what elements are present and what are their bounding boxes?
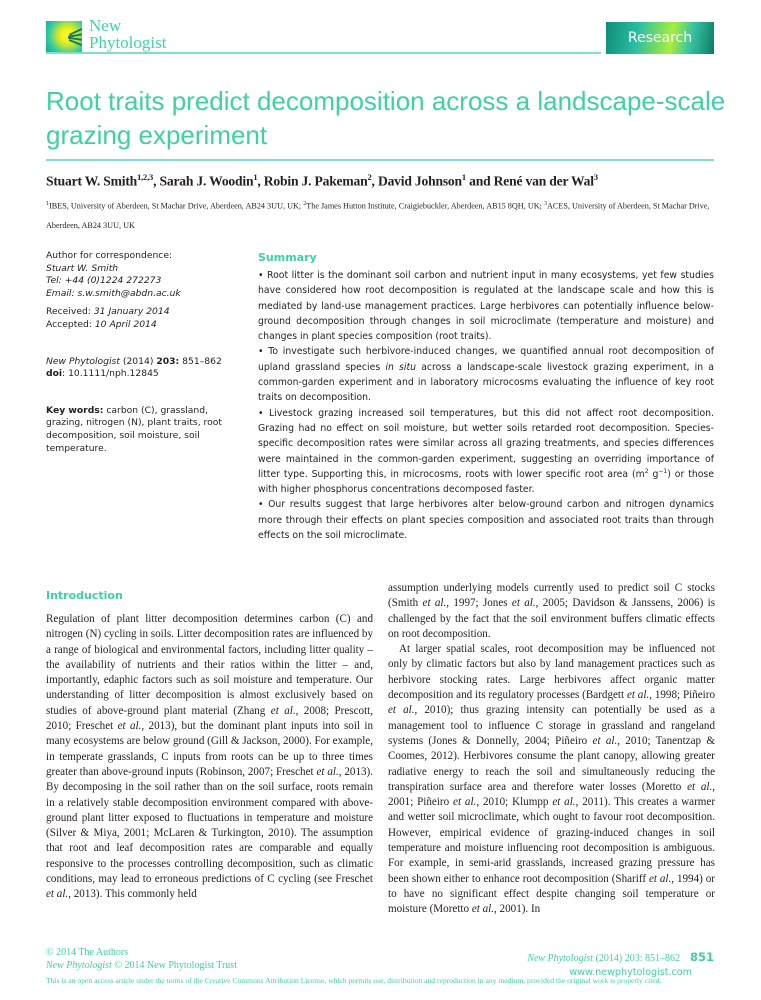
author-affiliation-mark: 1 bbox=[461, 172, 466, 182]
affiliations bbox=[46, 195, 726, 235]
author-name[interactable]: David Johnson bbox=[377, 173, 462, 189]
body-paragraph: At larger spatial scales, root decomposition may be influenced not only by climatic factors but also by land management practices such as herbivore stocking rates. Large herbivores affect organic matter decomposition and its regulatory processes (Bardgett et al., 1998; Piñeiro et al., 2010); thus grazing intensity can potentially be used as a management tool to influence C storage in grassland and rangeland systems (Jones & Donnelly, 2004; Piñeiro et al., 2010; Tanentzap & Coomes, 2012). Herbivores consume the plant canopy, allowing greater radiative energy to reach the soil and simultaneously reducing the transpiration surface area and therefore water losses (Moretto et al., 2001; Piñeiro et al., 2010; Klumpp et al., 2011). This creates a warmer and wetter soil microclimate, which ought to favour root decomposition. However, empirical evidence of grazing-induced changes in soil temperature and moisture influencing root decomposition is ambiguous. For example, in semi-arid grasslands, increased grazing pressure has been shown either to enhance root decomposition (Shariff et al., 1994) or to have no significant effect despite changing soil temperature or moisture (Moretto et al., 2001). In bbox=[388, 643, 716, 916]
author-name[interactable]: Sarah J. Woodin bbox=[159, 173, 254, 189]
accepted-label: Accepted: bbox=[46, 318, 95, 330]
copyright-trust: New Phytologist © 2014 New Phytologist Trust bbox=[46, 960, 237, 971]
body-column-right bbox=[388, 581, 715, 918]
keywords-block bbox=[46, 405, 241, 455]
body-paragraph: assumption underlying models currently used to predict soil C stocks (Smith et al., 1997; Jones et al., 2005; Davidson & Janssens, 2006) is challenged by the fact that the soil environment buffers climatic effects on root decomposition. bbox=[388, 582, 716, 640]
affiliation-number: 2 bbox=[303, 201, 307, 207]
article-title: Root traits predict decomposition across a landscape-scale grazing experiment bbox=[46, 86, 726, 150]
summary-body bbox=[258, 268, 714, 543]
correspondence-tel: Tel: +44 (0)1224 272273 bbox=[46, 275, 162, 287]
license-notice: This is an open access article under the terms of the Creative Commons Attribution License, which permits use, distribution and reproduction in any medium, provided the original work is properly cited. bbox=[46, 976, 662, 985]
journal-logo-line1: New bbox=[89, 16, 122, 35]
title-rule bbox=[46, 159, 714, 161]
journal-logo-line2: Phytologist bbox=[89, 33, 167, 52]
received-date: 31 January 2014 bbox=[93, 306, 170, 318]
author-name[interactable]: Stuart W. Smith bbox=[46, 173, 138, 189]
correspondence-name: Stuart W. Smith bbox=[46, 262, 119, 274]
citation-volume: 203: bbox=[156, 355, 180, 367]
dates-block bbox=[46, 306, 241, 331]
summary-bullet: • Livestock grazing increased soil temperatures, but this did not affect root decomposition. Grazing had no effect on soil moisture, but wetter soils retarded root decomposition. Species-specific decomposition rates were similar across all grazing treatments, and species differences were maintained in the common-garden experiment, suggesting an overriding importance of litter type. Supporting this, in microcosms, roots with lower specific root area ($m^2$ $g^{-1}$) or those with higher phosphorus concentrations decomposed faster. bbox=[258, 407, 714, 496]
author-list bbox=[46, 172, 598, 190]
received-label: Received: bbox=[46, 306, 94, 318]
affiliation-number: 1 bbox=[46, 201, 49, 207]
correspondence-block bbox=[46, 250, 241, 300]
author-separator: , bbox=[257, 173, 264, 189]
header-rule bbox=[46, 52, 601, 54]
summary-bullet: • Our results suggest that large herbivores alter below-ground carbon and nitrogen dynamics more through their effects on plant species composition and associated root traits than through effects on the soil microclimate. bbox=[258, 499, 714, 542]
body-paragraph: Regulation of plant litter decomposition determines carbon (C) and nitrogen (N) cycling in soils. Litter decomposition rates are influenced by a range of biological and environmental factors, including litter quality – the availability of nutrients and their ratios within the litter – and, importantly, edaphic factors such as soil moisture and temperature. Our understanding of litter decomposition is almost exclusively based on studies of above-ground plant material (Zhang et al., 2008; Prescott, 2010; Freschet et al., 2013), but the dominant plant inputs into soil in many ecosystems are below ground (Gill & Jackson, 2000). For example, in temperate grasslands, C inputs from roots can be up to three times greater than above-ground inputs (Robinson, 2007; Freschet et al., 2013). By decomposing in the soil rather than on the soil surface, roots remain in a relatively stable decomposition environment compared with above-ground plant litter exposed to fluctuations in temperature and moisture (Silver & Miya, 2001; McLaren & Turkington, 2010). The assumption that root and leaf decomposition rates are comparable and equally responsive to the processes controlling decomposition, such as climatic conditions, may lead to erroneous predictions of C cycling (see Freschet et al., 2013). This commonly held bbox=[46, 613, 374, 901]
author-separator: , bbox=[153, 173, 160, 189]
journal-logo-text bbox=[89, 17, 166, 51]
body-column-left bbox=[46, 612, 373, 903]
doi-label: doi bbox=[46, 368, 63, 380]
journal-logo-icon bbox=[46, 21, 82, 53]
summary-bullet: • To investigate such herbivore-induced changes, we quantified annual root decomposition of upland grassland species in situ across a landscape-scale livestock grazing experiment, in a common-garden experiment and in laboratory microcosms evaluating the influence of key root traits on decomposition. bbox=[258, 346, 715, 404]
article-info-sidebar bbox=[46, 250, 241, 461]
affiliation-text: IBES, University of Aberdeen, St Machar Drive, Aberdeen, AB24 3UU, UK; bbox=[49, 201, 304, 211]
citation-pages: 851–862 bbox=[179, 355, 222, 367]
author-separator: and bbox=[465, 173, 494, 189]
affiliation-text: ACES, University of Aberdeen, St Machar Drive, Aberdeen, AB24 3UU, UK bbox=[46, 201, 710, 230]
keywords-list: carbon (C), grassland, grazing, nitrogen (N), plant traits, root decomposition, soil moisture, soil temperature. bbox=[46, 404, 222, 454]
page-number: 851 bbox=[689, 950, 714, 964]
citation-block bbox=[46, 356, 241, 381]
section-badge: Research bbox=[606, 22, 714, 54]
doi-link[interactable]: : 10.1111/nph.12845 bbox=[62, 368, 159, 380]
introduction-heading: Introduction bbox=[46, 589, 123, 602]
author-separator: , bbox=[371, 173, 378, 189]
citation-year: (2014) bbox=[119, 355, 157, 367]
author-name[interactable]: Robin J. Pakeman bbox=[263, 173, 368, 189]
author-affiliation-mark: 2 bbox=[367, 172, 372, 182]
citation-journal: New Phytologist bbox=[46, 355, 120, 367]
journal-url-link[interactable]: www.newphytologist.com bbox=[569, 967, 692, 978]
author-affiliation-mark: 1,2,3 bbox=[137, 172, 154, 182]
author-affiliation-mark: 1 bbox=[253, 172, 258, 182]
footer-cite: New Phytologist (2014) 203: 851–862 bbox=[527, 953, 680, 964]
keywords-label: Key words: bbox=[46, 404, 104, 416]
author-affiliation-mark: 3 bbox=[593, 172, 598, 182]
accepted-date: 10 April 2014 bbox=[94, 318, 157, 330]
author-name[interactable]: René van der Wal bbox=[493, 173, 594, 189]
correspondence-label: Author for correspondence: bbox=[46, 250, 173, 261]
footer-citation bbox=[527, 948, 714, 980]
copyright-authors: © 2014 The Authors bbox=[46, 947, 129, 958]
correspondence-email[interactable]: Email: s.w.smith@abdn.ac.uk bbox=[46, 287, 181, 299]
affiliation-text: The James Hutton Institute, Craigiebuckler, Aberdeen, AB15 8QH, UK; bbox=[306, 201, 544, 211]
summary-heading: Summary bbox=[258, 251, 317, 264]
summary-bullet: • Root litter is the dominant soil carbon and nutrient input in many ecosystems, yet few studies have considered how root decomposition is regulated at the landscape scale and how this is mediated by land-use management practices. Large herbivores can potentially influence below-ground decomposition through changes in soil microclimate (temperature and moisture) and changes in plant species composition (root traits). bbox=[258, 270, 714, 343]
affiliation-number: 3 bbox=[543, 201, 547, 207]
